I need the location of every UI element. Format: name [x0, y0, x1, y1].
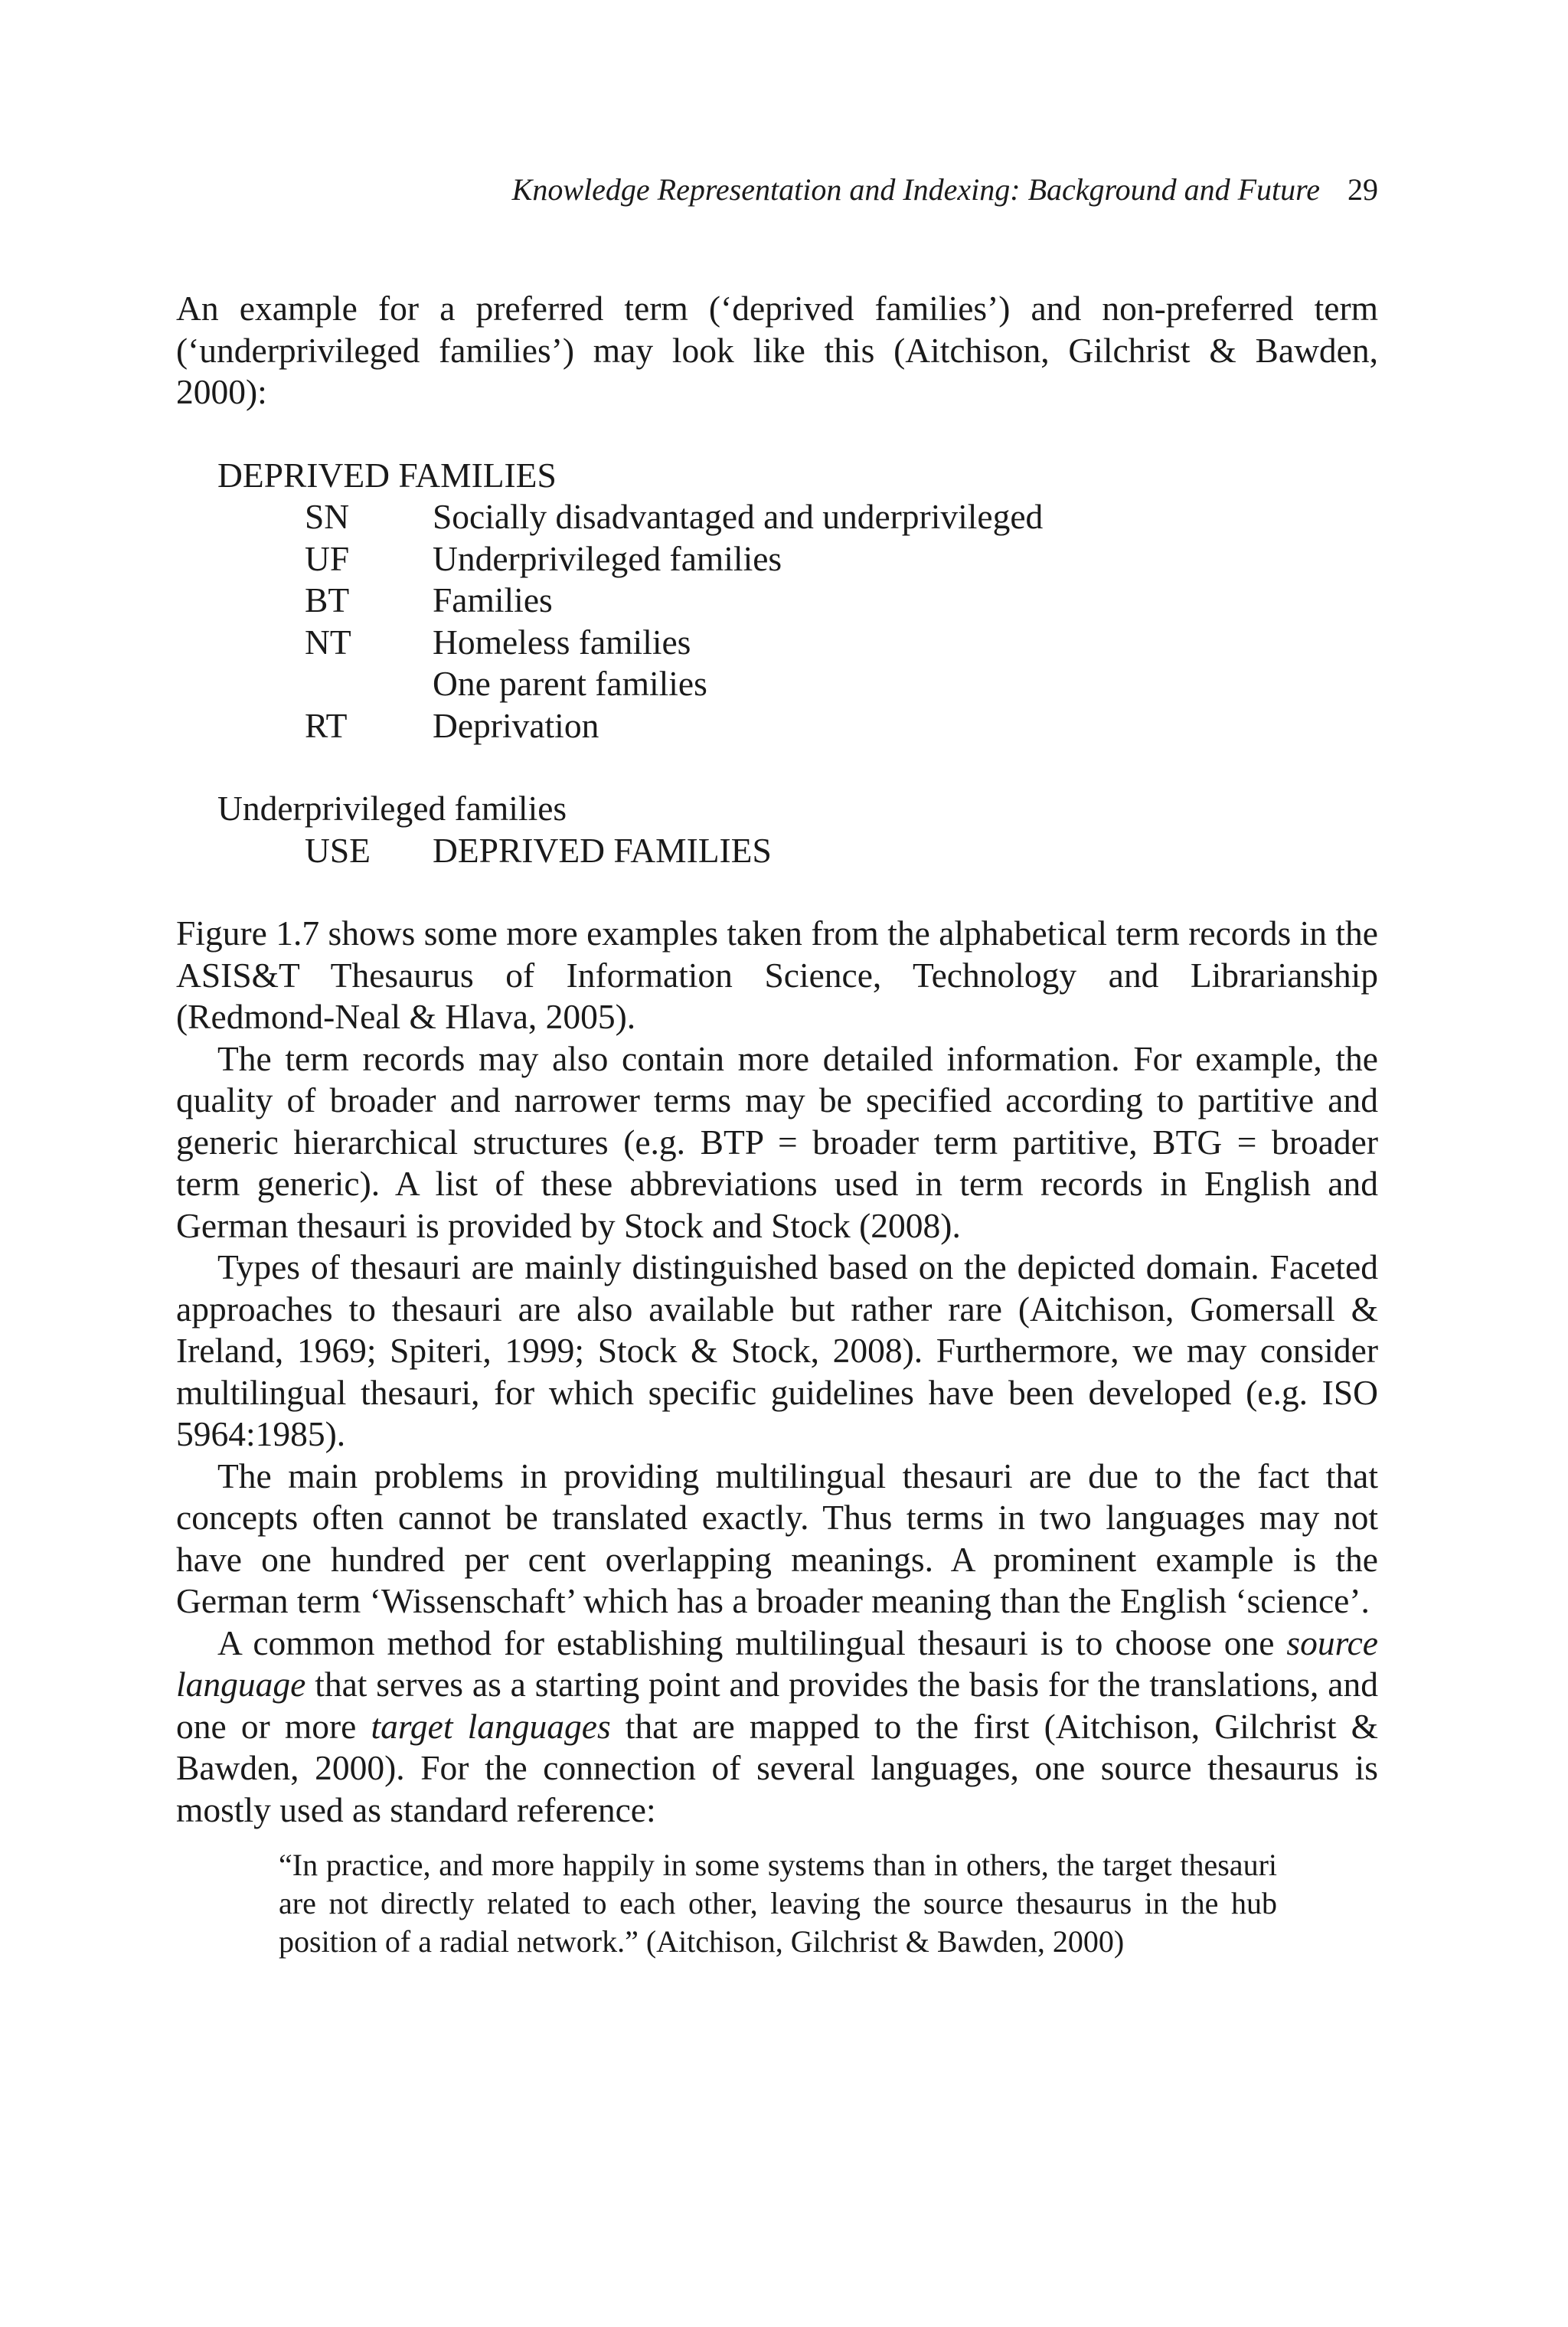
paragraph-types-of-thesauri: Types of thesauri are mainly distinguished based on the depicted domain. Faceted approaches to thesauri are also available but rather rare (Aitchison, Gomersall & Ireland, 1969; Spiteri, 1999; Stock & Stock, 2008). Furthermore, we may consider multilingual thesauri, for which specific guidelines have been developed (e.g. ISO 5964:1985).: [176, 1247, 1378, 1453]
intro-paragraph: An example for a preferred term (‘deprived families’) and non-preferred term (‘underprivileged families’) may look like this (Aitchison, Gilchrist & Bawden, 2000):: [176, 289, 1378, 411]
relation-term: DEPRIVED FAMILIES: [433, 830, 772, 870]
relation-code: NT: [305, 622, 351, 662]
term-record-preferred: [217, 455, 1378, 747]
relation-code: [217, 663, 433, 705]
record-row: [217, 622, 1378, 664]
relation-code: UF: [305, 538, 350, 578]
record-row: [217, 580, 1378, 622]
text-run: A common method for establishing multilingual thesauri is to choose one: [217, 1623, 1287, 1662]
nonpreferred-term: Underprivileged families: [217, 789, 567, 828]
relation-code: USE: [305, 830, 371, 870]
running-head: [176, 170, 1378, 210]
record-row: [217, 705, 1378, 747]
term-source-language: source language: [176, 1623, 1378, 1704]
paragraph-figure-reference: Figure 1.7 shows some more examples taken from the alphabetical term records in the ASIS&T Thesaurus of Information Science, Technology and Librarianship (Redmond-Neal & Hlava, 2005).: [176, 913, 1378, 1036]
paragraph-term-records: The term records may also contain more detailed information. For example, the quality of broader and narrower terms may be specified according to partitive and generic hierarchical structures (e.g. BTP = broader term partitive, BTG = broader term generic). A list of these abbreviations used in term records in English and German thesauri is provided by Stock and Stock (2008).: [176, 1038, 1378, 1245]
term-record-nonpreferred: [217, 788, 1378, 871]
text-run: that serves as a starting point and provides the basis for the translations, and one or more: [176, 1665, 1378, 1746]
relation-term: Homeless families: [433, 622, 691, 662]
relation-term: Families: [433, 580, 553, 619]
text-run: that are mapped to the first (Aitchison, Gilchrist & Bawden, 2000). For the connection of several languages, one source thesaurus is mostly used as standard reference:: [176, 1706, 1378, 1829]
relation-term: Socially disadvantaged and underprivileged: [433, 497, 1044, 536]
body-paragraphs: [176, 913, 1378, 1831]
relation-term: Underprivileged families: [433, 538, 782, 578]
relation-term: Deprivation: [433, 705, 599, 745]
preferred-term: DEPRIVED FAMILIES: [217, 455, 557, 495]
term-target-languages: target languages: [371, 1706, 611, 1746]
record-row: [217, 830, 1378, 872]
running-head-title: Knowledge Representation and Indexing: Background and Future: [511, 172, 1320, 207]
relation-code: SN: [305, 497, 350, 536]
block-quote: “In practice, and more happily in some systems than in others, the target thesauri are not directly related to each other, leaving the source thesaurus in the hub position of a radial network.” (Aitchison, Gilchrist & Bawden, 2000): [279, 1848, 1277, 1959]
paragraph-source-language: [176, 1623, 1378, 1832]
record-row: [217, 538, 1378, 580]
body-text: [176, 288, 1378, 1961]
page-number: 29: [1348, 172, 1378, 207]
book-page: [176, 0, 1378, 2327]
record-row: [217, 663, 1378, 705]
relation-code: BT: [305, 580, 350, 619]
record-row: [217, 496, 1378, 538]
paragraph-multilingual-problems: The main problems in providing multilingual thesauri are due to the fact that concepts often cannot be translated exactly. Thus terms in two languages may not have one hundred per cent overlapping meanings. A prominent example is the German term ‘Wissenschaft’ which has a broader meaning than the English ‘science’.: [176, 1456, 1378, 1620]
relation-term: One parent families: [433, 664, 707, 703]
relation-code: RT: [305, 705, 348, 745]
